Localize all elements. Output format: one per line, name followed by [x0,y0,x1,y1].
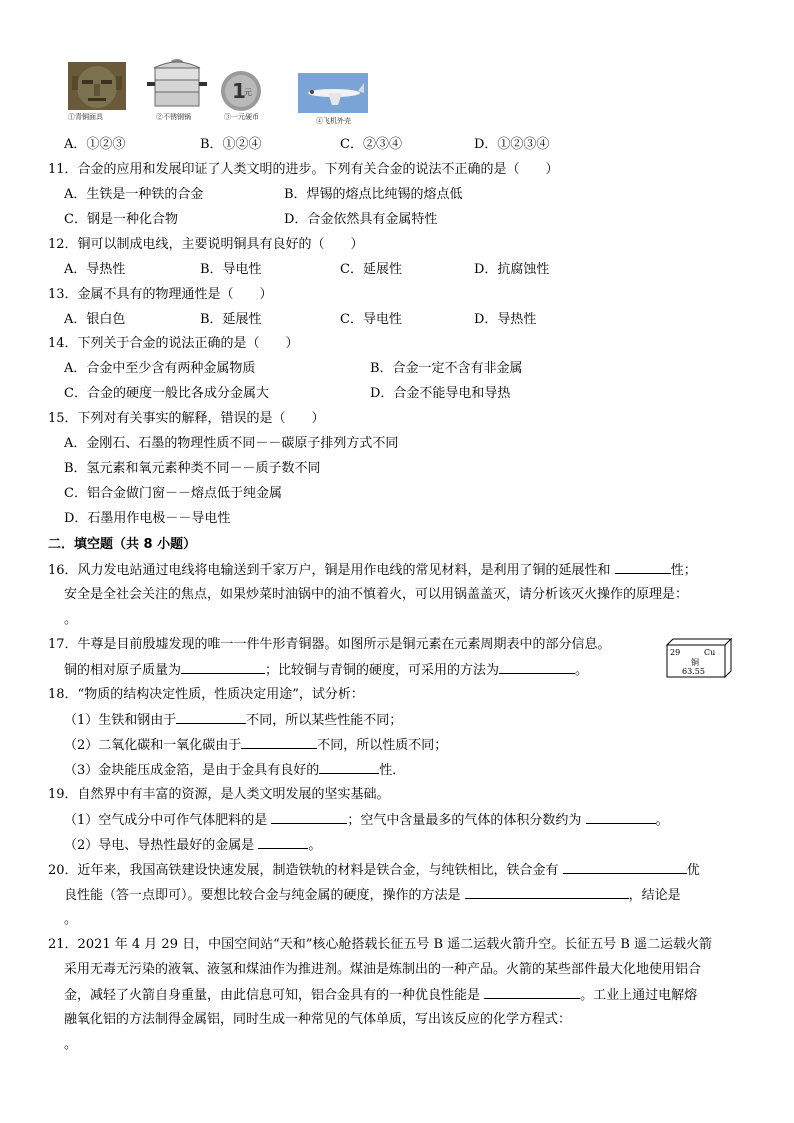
coin-label: 1 [232,79,246,103]
q15-stem: 15．下列对有关事实的解释，错误的是（ ） [48,411,325,426]
q12-option-c: C．延展性 [340,262,402,277]
q17-blank-1[interactable] [181,661,265,674]
q20-text-a: 20．近年来，我国高铁建设快速发展，制造铁轨的材料是铁合金，与纯铁相比，铁合金有 [48,863,559,878]
mask-caption: ①青铜面具 [68,113,103,121]
q19-sub1-text-a: （1）空气成分中可作气体肥料的是 [64,813,268,828]
q21-line2: 采用无毒无污染的液氧、液氢和煤油作为推进剂。煤油是炼制出的一种产品。火箭的某些部件最大化地使用铝合 [64,962,702,977]
pot-caption: ②不锈钢锅 [156,113,191,121]
q13-option-a: A．银白色 [64,312,126,327]
q18-stem: 18．“物质的结构决定性质，性质决定用途”，试分析： [48,687,364,702]
q18-sub3 [64,761,405,779]
q18-blank-3[interactable] [319,761,379,774]
q19-sub1-text-b: ；空气中含量最多的气体的体积分数约为 [347,813,582,828]
q11-stem: 11．合金的应用和发展印证了人类文明的进步。下列有关合金的说法不正确的是（ ） [48,162,559,177]
q19-blank-1[interactable] [271,811,347,824]
q21-line3 [64,986,697,1004]
q21-blank-1[interactable] [484,986,580,999]
q16-line1 [48,561,697,579]
copper-element-cell [666,638,732,678]
q18-sub1 [64,711,402,729]
element-symbol: Cu [704,648,716,657]
q12-stem: 12．铜可以制成电线，主要说明铜具有良好的（ ） [48,237,364,252]
q20-line2 [64,886,681,904]
q12-option-a: A．导热性 [64,262,126,277]
steel-pot-image [146,56,208,112]
q18-sub2-text-b: 不同，所以性质不同； [317,738,448,753]
q20-text-d: ，结论是 [628,888,681,903]
q16-blank-1[interactable] [615,561,671,574]
q16-text-a: 16．风力发电站通过电线将电输送到千家万户，铜是用作电线的常见材料，是利用了铜的延展性和 [48,563,611,578]
coin-icon [220,70,262,112]
q21-text-b: 。工业上通过电解熔 [580,988,698,1003]
q20-text-b: 优 [686,863,700,878]
q10-option-d: D．①②③④ [474,137,550,152]
q20-text-c: 良性能（答一点即可）。要想比较合金与纯金属的硬度，操作的方法是 [64,888,461,903]
q18-blank-2[interactable] [241,736,317,749]
q20-line3: 。 [64,912,78,927]
q11-option-b: B．焊锡的熔点比纯锡的熔点低 [284,187,463,202]
q19-sub2-text-b: 。 [308,838,322,853]
q19-sub2 [64,836,321,854]
element-box-icon [666,638,732,678]
coin-caption: ③一元硬币 [224,113,259,121]
airplane-icon [298,73,368,113]
q18-sub1-text-a: （1）生铁和钢由于 [64,713,177,728]
q17-text-c: 。 [575,663,589,678]
bronze-mask-icon [68,62,126,110]
airplane-image [298,73,368,113]
q10-option-a: A．①②③ [64,137,126,152]
plane-caption: ④飞机外壳 [316,117,351,125]
element-name: 铜 [691,658,699,667]
element-mass: 63.55 [682,667,705,676]
section-heading: 二．填空题（共 8 小题） [48,537,197,552]
q11-option-c: C．钢是一种化合物 [64,212,178,227]
q19-sub2-text-a: （2）导电、导热性最好的金属是 [64,838,255,853]
q19-sub1 [64,811,669,829]
q16-line3: 。 [64,612,78,627]
q14-option-a: A．合金中至少含有两种金属物质 [64,361,256,376]
element-number: 29 [670,648,681,657]
q20-line1 [48,861,700,879]
q19-blank-2[interactable] [586,811,656,824]
q18-sub1-text-b: 不同，所以某些性能不同； [246,713,403,728]
q15-option-c: C．铝合金做门窗－－熔点低于纯金属 [64,486,282,501]
q15-option-b: B．氢元素和氧元素种类不同－－质子数不同 [64,461,321,476]
q16-line2: 安全是全社会关注的焦点，如果炒菜时油锅中的油不慎着火，可以用锅盖盖灭，请分析该灭火操作的原理是： [64,587,689,602]
q18-sub2 [64,736,447,754]
q13-option-d: D．导热性 [474,312,537,327]
q12-option-d: D．抗腐蚀性 [474,262,550,277]
q21-line1: 21．2021 年 4 月 29 日，中国空间站“天和”核心舱搭载长征五号 B 遥二运载火箭升空。长征五号 B 遥二运载火箭 [48,937,713,952]
q17-text-a: 铜的相对原子质量为 [64,663,182,678]
q14-stem: 14．下列关于合金的说法正确的是（ ） [48,336,299,351]
q19-blank-3[interactable] [258,836,308,849]
q20-blank-2[interactable] [465,886,629,899]
q18-sub2-text-a: （2）二氧化碳和一氧化碳由于 [64,738,242,753]
q12-option-b: B．导电性 [200,262,262,277]
q13-option-c: C．导电性 [340,312,402,327]
q15-option-a: A．金刚石、石墨的物理性质不同－－碳原子排列方式不同 [64,436,399,451]
q19-stem: 19．自然界中有丰富的资源，是人类文明发展的坚实基础。 [48,787,390,802]
q13-stem: 13．金属不具有的物理通性是（ ） [48,287,273,302]
q18-blank-1[interactable] [176,711,246,724]
q16-text-b: 性； [670,563,697,578]
q17-blank-2[interactable] [499,661,575,674]
q21-line4: 融氧化铝的方法制得金属铝，同时生成一种常见的气体单质，写出该反应的化学方程式： [64,1012,572,1027]
q11-option-d: D．合金依然具有金属特性 [284,212,438,227]
q15-option-d: D．石墨用作电极－－导电性 [64,511,231,526]
q14-option-b: B．合金一定不含有非金属 [370,361,523,376]
q14-option-d: D．合金不能导电和导热 [370,386,511,401]
q20-blank-1[interactable] [563,861,687,874]
q21-line5: 。 [64,1037,78,1052]
q17-text-b: ；比较铜与青铜的硬度，可采用的方法为 [265,663,500,678]
coin-image [220,70,262,112]
bronze-mask-image [68,62,126,110]
q11-option-a: A．生铁是一种铁的合金 [64,187,204,202]
q21-text-a: 金，减轻了火箭自身重量，由此信息可知，铝合金具有的一种优良性能是 [64,988,481,1003]
coin-unit: 元 [244,88,252,97]
q14-option-c: C．合金的硬度一般比各成分金属大 [64,386,269,401]
q17-line1: 17．牛尊是目前殷墟发现的唯一一件牛形青铜器。如图所示是铜元素在元素周期表中的部分信息。 [48,637,611,652]
q19-sub1-text-c: 。 [655,813,669,828]
q10-option-c: C．②③④ [340,137,402,152]
steamer-pot-icon [146,56,208,112]
q10-option-b: B．①②④ [200,137,262,152]
q17-line2 [64,661,588,679]
q18-sub3-text-b: 性． [379,763,406,778]
q18-sub3-text-a: （3）金块能压成金箔，是由于金具有良好的 [64,763,320,778]
q13-option-b: B．延展性 [200,312,262,327]
